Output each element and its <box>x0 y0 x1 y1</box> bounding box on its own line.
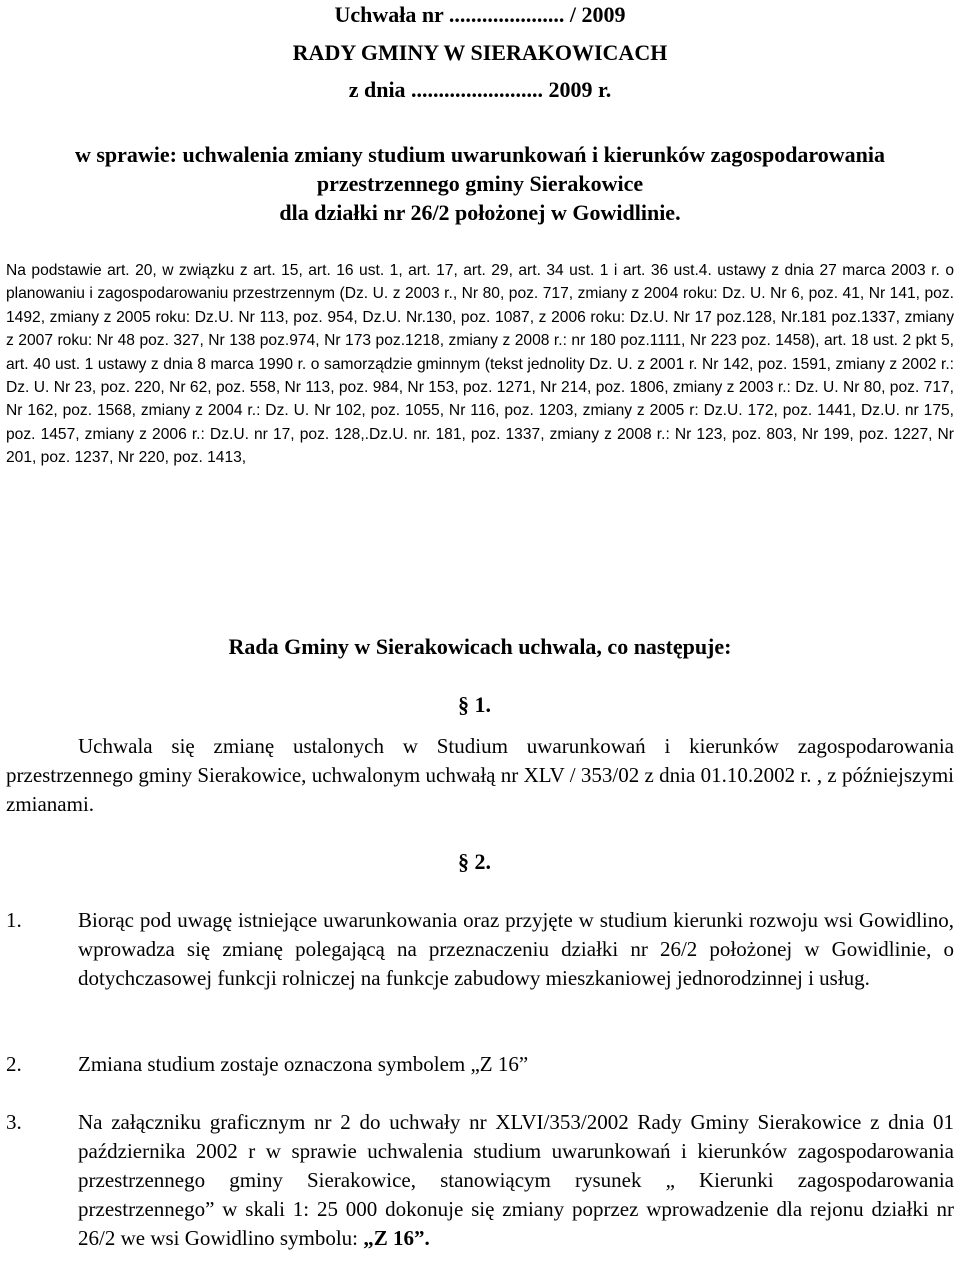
list-item-text: Zmiana studium zostaje oznaczona symbolem „Z 16” <box>78 1052 529 1076</box>
section-1-text: Uchwala się zmianę ustalonych w Studium uwarunkowań i kierunków zagospodarowania przestrzennego gminy Sierakowice, uchwalonym uchwałą nr XLV / 353/02 z dnia 01.10.2002 r. , z późniejszymi zmianami. <box>6 734 954 816</box>
resolves-heading: Rada Gminy w Sierakowicach uchwala, co następuje: <box>228 634 732 659</box>
resolution-number: Uchwała nr ..................... / 2009 <box>334 2 626 27</box>
list-item-text-main: Na załączniku graficznym nr 2 do uchwały nr XLVI/353/2002 Rady Gminy Sierakowice z dnia 01 października 2002 r w sprawie uchwalenia studium uwarunkowań i kierunków zagospodarowania przestrzennego gminy Sierakowice, stanowiącym rysunek „ Kierunki zagospodarowania przestrzennego” w skali 1: 25 000 dokonuje się zmiany poprzez wprowadzenie dla rejonu działki nr 26/2 we wsi Gowidlino symbolu: <box>78 1110 954 1250</box>
list-item-text: Biorąc pod uwagę istniejące uwarunkowania oraz przyjęte w studium kierunki rozwoju wsi Gowidlino, wprowadza się zmianę polegającą na przeznaczeniu działki nr 26/2 położonej w Gowidlinie, o dotychczasowej funkcji rolniczej na funkcje zabudowy mieszkaniowej jednorodzinnej i usług. <box>78 908 954 990</box>
list-item-number: 1. <box>6 908 22 932</box>
subject-line-3: dla działki nr 26/2 położonej w Gowidlinie. <box>279 200 681 225</box>
subject-line-2: przestrzennego gminy Sierakowice <box>316 171 644 196</box>
change-symbol: „Z 16”. <box>363 1226 430 1250</box>
list-item-number: 2. <box>6 1052 22 1076</box>
list-item-text <box>78 1108 954 1253</box>
council-name: RADY GMINY W SIERAKOWICACH <box>292 40 668 65</box>
subject-line-1: w sprawie: uchwalenia zmiany studium uwarunkowań i kierunków zagospodarowania <box>74 142 886 167</box>
resolution-subject <box>0 140 960 227</box>
section-2-heading: § 2. <box>458 849 491 874</box>
resolution-header <box>0 0 960 104</box>
section-1-heading: § 1. <box>458 692 491 717</box>
list-item-number: 3. <box>6 1110 22 1134</box>
legal-basis-paragraph: Na podstawie art. 20, w związku z art. 15, art. 16 ust. 1, art. 17, art. 29, art. 34 ust. 1 i art. 36 ust.4. ustawy z dnia 27 marca 2003 r. o planowaniu i zagospodarowaniu przestrzennym (Dz. U. z 2003 r., Nr 80, poz. 717, zmiany z 2004 roku: Dz. U. Nr 6, poz. 41, Nr 141, poz. 1492, zmiany z 2005 roku: Dz.U. Nr 113, poz. 954, Dz.U. Nr.130, poz. 1087, z 2006 roku: Dz.U. Nr 17 poz.128, Nr.181 poz.1337, zmiany z 2007 roku: Nr 48 poz. 327, Nr 138 poz.974, Nr 173 poz.1218, zmiany z 2008 r.: nr 180 poz.1111, Nr 223 poz. 1458), art. 18 ust. 2 pkt 5, art. 40 ust. 1 ustawy z dnia 8 marca 1990 r. o samorządzie gminnym (tekst jednolity Dz. U. z 2001 r. Nr 142, poz. 1591, zmiany z 2002 r.: Dz. U. Nr 23, poz. 220, Nr 62, poz. 558, Nr 113, poz. 984, Nr 153, poz. 1271, Nr 214, poz. 1806, zmiany z 2003 r.: Dz. U. Nr 80, poz. 717, Nr 162, poz. 1568, zmiany z 2004 r.: Dz. U. Nr 102, poz. 1055, Nr 116, poz. 1203, zmiany z 2005 r: Dz.U. 172, poz. 1441, Dz.U. nr 175, poz. 1457, zmiany z 2006 r.: Dz.U. nr 17, poz. 128,.Dz.U. nr. 181, poz. 1337, zmiany z 2008 r.: Nr 123, poz. 803, Nr 199, poz. 1227, Nr 201, poz. 1237, Nr 220, poz. 1413, <box>6 262 954 467</box>
resolution-date: z dnia ........................ 2009 r. <box>348 77 612 102</box>
